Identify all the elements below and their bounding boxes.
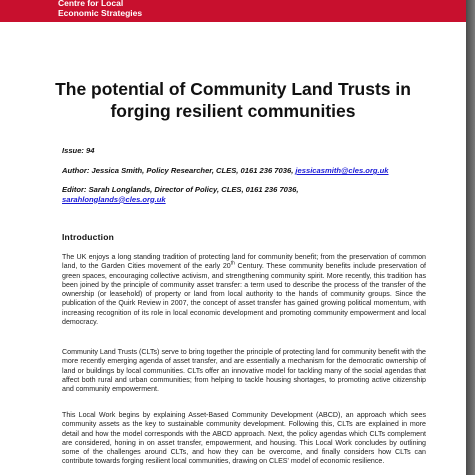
title-line-2: forging resilient communities — [110, 101, 356, 121]
section-heading-introduction: Introduction — [62, 232, 114, 242]
organisation-name-line-2: Economic Strategies — [58, 8, 143, 18]
paragraph-1 — [62, 253, 426, 327]
title-line-1: The potential of Community Land Trusts in — [55, 79, 411, 99]
viewer-background — [466, 0, 475, 475]
organisation-name — [58, 0, 142, 18]
organisation-name-line-1: Centre for Local — [58, 0, 124, 8]
author-details: Author: Jessica Smith, Policy Researcher, CLES, 0161 236 7036, — [62, 166, 296, 175]
issue-number: Issue: 94 — [62, 146, 95, 155]
document-title — [40, 78, 426, 122]
editor-email-link[interactable]: sarahlonglands@cles.org.uk — [62, 194, 166, 204]
paragraph-3: This Local Work begins by explaining Asset-Based Community Development (ABCD), an approach which sees community assets as the key to sustainable community development. Following this, CLTs are explained in more detail and how the model corresponds with the ABCD approach. Next, the policy agendas which CLTs complement are considered, honing in on asset transfer, empowerment, and housing. This Local Work concludes by outlining some of the challenges around CLTs, and how they can be overcome, and finally considers how CLTs can contribute towards forging resilient local communities, drawing on CLES' model of economic resilience. — [62, 411, 426, 466]
author-line — [62, 166, 446, 176]
paragraph-2: Community Land Trusts (CLTs) serve to bring together the principle of protecting land for community benefit with the more recently emerging agenda of asset transfer, and are essentially a mechanism for the democratic ownership of land or buildings by local communities. CLTs offer an innovative model for tackling many of the social agendas that affect both rural and urban communities; from helping to tackle housing shortages, to promoting active citizenship and community empowerment. — [62, 348, 426, 394]
author-email-link[interactable]: jessicasmith@cles.org.uk — [295, 166, 389, 175]
paragraph-1-superscript: th — [230, 260, 235, 267]
editor-block — [62, 185, 446, 204]
paragraph-1-text-a: The UK enjoys a long standing tradition of protecting land for community benefit; from the preservation of common land, to the Garden Cities movement of the early 20 — [62, 253, 426, 271]
editor-details: Editor: Sarah Longlands, Director of Policy, CLES, 0161 236 7036, — [62, 185, 299, 194]
paragraph-1-text-b: Century. These community benefits include preservation of green spaces, encouraging collective activism, and strengthening community spirit. More recently, this tradition has been joined by the principle of community asset transfer: a term used to describe the process of the transfer of the ownership (or leasehold) of property or land from local authority to the hands of community groups. Since the publication of the Quirk Review in 2007, the concept of asset transfer has gained growing political momentum, with increasing recognition of its role in local economic development and promoting community empowerment and local democracy. — [62, 262, 426, 327]
